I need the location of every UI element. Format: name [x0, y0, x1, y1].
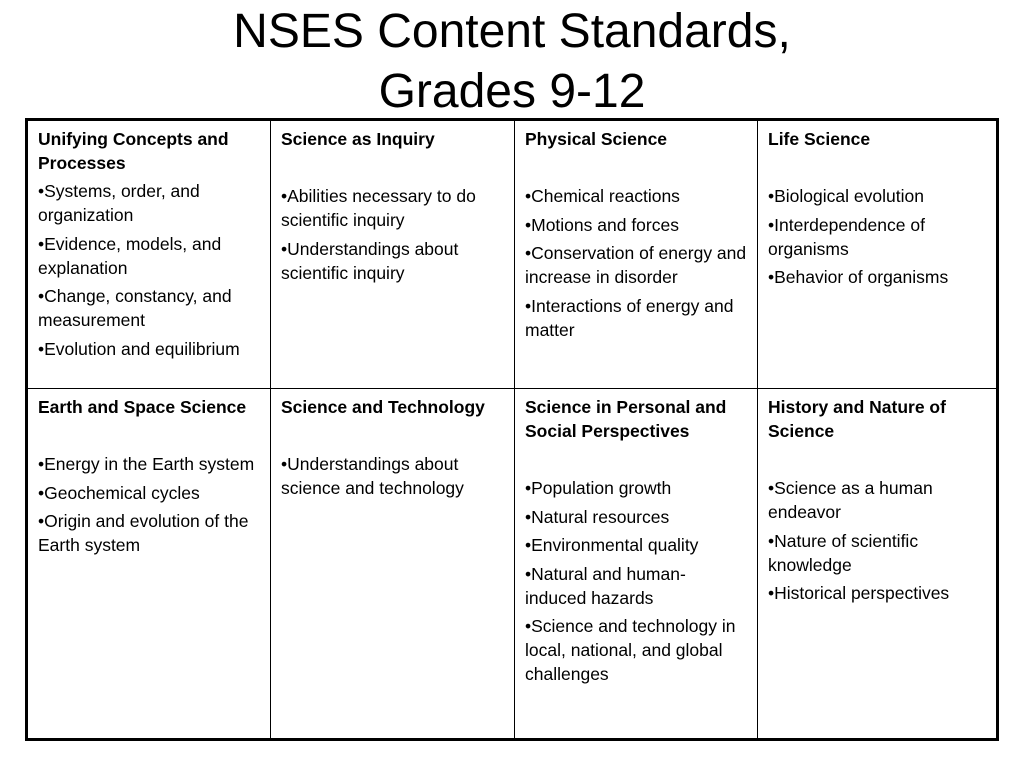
list-item: •Behavior of organisms: [768, 267, 949, 287]
list-item: •Conservation of energy and increase in disorder: [525, 243, 747, 287]
list-item: •Chemical reactions: [525, 186, 680, 206]
standards-table: [25, 118, 999, 741]
cell-heading: Science in Personal and Social Perspectives: [525, 397, 727, 441]
list-item: •Natural resources: [525, 506, 670, 527]
list-item: •Science and technology in local, national, and global challenges: [525, 616, 736, 684]
list-item: •Natural and human-induced hazards: [525, 563, 686, 608]
cell-heading: History and Nature of Science: [768, 397, 946, 441]
cell-heading: Physical Science: [525, 129, 668, 149]
cell-unifying-concepts: [28, 121, 271, 389]
cell-history-nature-of-science: [758, 389, 996, 738]
list-item: •Historical perspectives: [768, 583, 950, 603]
cell-earth-space-science: [28, 389, 271, 738]
list-item: •Nature of scientific knowledge: [768, 530, 919, 575]
list-item: •Systems, order, and organization: [38, 181, 200, 225]
list-item: •Motions and forces: [525, 214, 679, 235]
list-item: •Origin and evolution of the Earth system: [38, 511, 249, 555]
list-item: •Understandings about science and technology: [281, 454, 464, 498]
list-item: •Abilities necessary to do scientific inquiry: [281, 186, 476, 230]
cell-physical-science: [515, 121, 758, 389]
cell-life-science: [758, 121, 996, 389]
page-title: [0, 2, 1024, 122]
cell-science-as-inquiry: [271, 121, 515, 389]
list-item: •Science as a human endeavor: [768, 478, 933, 522]
cell-personal-social-perspectives: [515, 389, 758, 738]
list-item: •Interactions of energy and matter: [525, 295, 734, 340]
list-item: •Biological evolution: [768, 186, 924, 206]
list-item: •Evidence, models, and explanation: [38, 233, 222, 278]
list-item: •Geochemical cycles: [38, 482, 200, 503]
cell-heading: Science and Technology: [281, 397, 485, 417]
list-item: •Population growth: [525, 478, 672, 498]
list-item: •Interdependence of organisms: [768, 214, 925, 259]
title-line-2: Grades 9-12: [378, 65, 646, 118]
cell-heading: Science as Inquiry: [281, 129, 435, 149]
list-item: •Understandings about scientific inquiry: [281, 238, 459, 283]
cell-science-and-technology: [271, 389, 515, 738]
list-item: •Energy in the Earth system: [38, 454, 255, 474]
cell-heading: Unifying Concepts and Processes: [38, 129, 229, 173]
list-item: •Environmental quality: [525, 535, 699, 555]
list-item: •Change, constancy, and measurement: [38, 286, 232, 330]
title-line-1: NSES Content Standards,: [233, 5, 791, 58]
cell-heading: Earth and Space Science: [38, 397, 247, 417]
list-item: •Evolution and equilibrium: [38, 338, 240, 359]
cell-heading: Life Science: [768, 129, 871, 149]
